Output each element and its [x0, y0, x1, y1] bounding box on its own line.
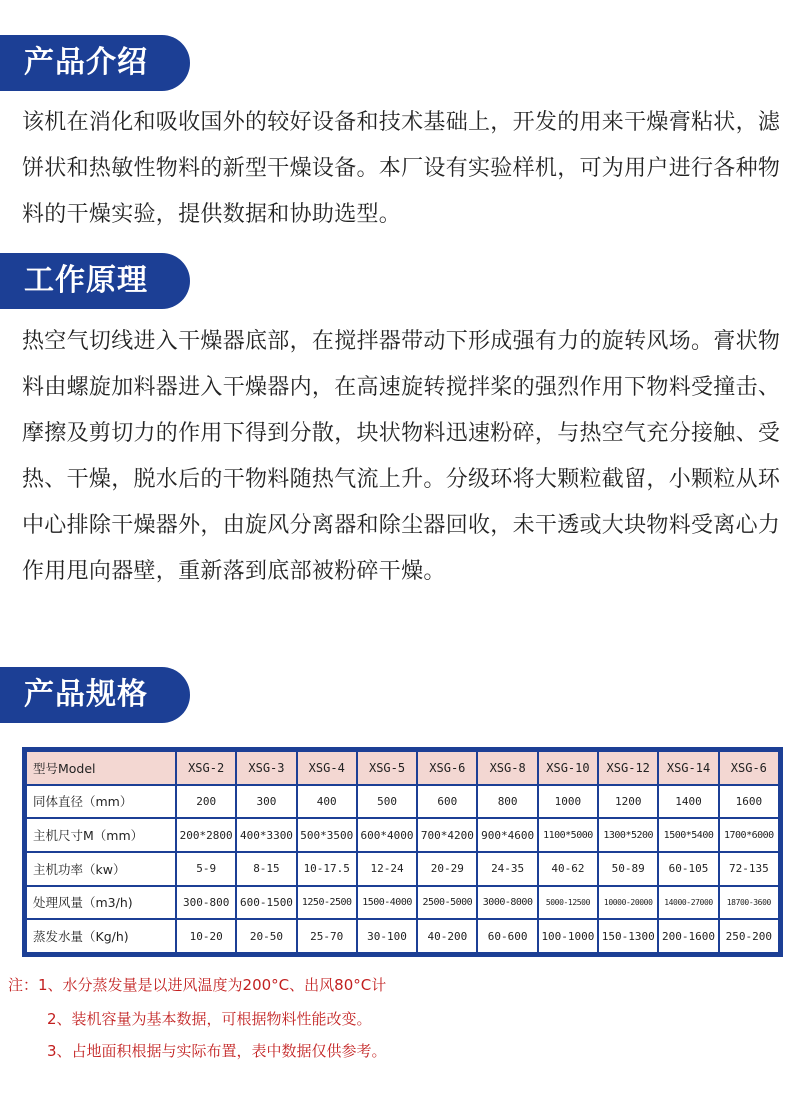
table-cell: 20-50 — [237, 920, 295, 952]
table-cell: 700*4200 — [418, 819, 476, 851]
table-row — [27, 920, 778, 952]
table-cell: 100-1000 — [539, 920, 597, 952]
table-cell: 400 — [298, 786, 356, 818]
table-cell: 60-105 — [659, 853, 717, 885]
table-row — [27, 786, 778, 818]
table-cell: 40-62 — [539, 853, 597, 885]
table-cell: 25-70 — [298, 920, 356, 952]
note-2: 2、装机容量为基本数据，可根据物料性能改变。 — [47, 1010, 372, 1028]
table-cell: 14000-27000 — [659, 887, 717, 919]
table-cell: 1200 — [599, 786, 657, 818]
table-cell: 1500-4000 — [358, 887, 416, 919]
table-cell: 5000-12500 — [539, 887, 597, 919]
table-cell: 800 — [478, 786, 536, 818]
table-cell: 1250-2500 — [298, 887, 356, 919]
table-cell: 200*2800 — [177, 819, 235, 851]
table-cell: 18700-3600 — [720, 887, 778, 919]
table-cell: 1600 — [720, 786, 778, 818]
table-cell: 1500*5400 — [659, 819, 717, 851]
table-cell: 12-24 — [358, 853, 416, 885]
table-cell: 600*4000 — [358, 819, 416, 851]
row-label-cell: 蒸发水量（Kg/h) — [27, 920, 175, 952]
table-cell: 24-35 — [478, 853, 536, 885]
note-1: 注：1、水分蒸发量是以进风温度为200°C、出风80°C计 — [8, 976, 387, 994]
table-cell: 500*3500 — [298, 819, 356, 851]
table-cell: 10-20 — [177, 920, 235, 952]
intro-paragraph: 该机在消化和吸收国外的较好设备和技术基础上，开发的用来干燥膏粘状，滤饼状和热敏性物料的新型干燥设备。本厂设有实验样机，可为用户进行各种物料的干燥实验，提供数据和协助选型。 — [22, 110, 781, 227]
section-title-intro: 产品介绍 — [0, 35, 190, 91]
table-cell: 250-200 — [720, 920, 778, 952]
header-cell: XSG-2 — [177, 752, 235, 784]
header-cell: XSG-6 — [418, 752, 476, 784]
table-cell: 600-1500 — [237, 887, 295, 919]
header-cell: XSG-3 — [237, 752, 295, 784]
table-cell: 200 — [177, 786, 235, 818]
table-cell: 2500-5000 — [418, 887, 476, 919]
table-cell: 600 — [418, 786, 476, 818]
table-cell: 1700*6000 — [720, 819, 778, 851]
table-row — [27, 887, 778, 919]
header-cell: XSG-6 — [720, 752, 778, 784]
table-cell: 1300*5200 — [599, 819, 657, 851]
table-cell: 150-1300 — [599, 920, 657, 952]
table-row — [27, 819, 778, 851]
header-cell: XSG-4 — [298, 752, 356, 784]
table-cell: 500 — [358, 786, 416, 818]
table-cell: 5-9 — [177, 853, 235, 885]
table-cell: 900*4600 — [478, 819, 536, 851]
header-cell-model: 型号Model — [27, 752, 175, 784]
table-cell: 8-15 — [237, 853, 295, 885]
row-label-cell: 主机功率（kw） — [27, 853, 175, 885]
table-header-row — [27, 752, 778, 784]
table-cell: 10-17.5 — [298, 853, 356, 885]
table-cell: 1100*5000 — [539, 819, 597, 851]
section-title-principle: 工作原理 — [0, 253, 190, 309]
header-cell: XSG-14 — [659, 752, 717, 784]
header-cell: XSG-10 — [539, 752, 597, 784]
table-cell: 10000-20000 — [599, 887, 657, 919]
table-cell: 20-29 — [418, 853, 476, 885]
header-cell: XSG-8 — [478, 752, 536, 784]
table-cell: 40-200 — [418, 920, 476, 952]
row-label-cell: 同体直径（mm） — [27, 786, 175, 818]
table-cell: 300 — [237, 786, 295, 818]
table-cell: 30-100 — [358, 920, 416, 952]
principle-paragraph: 热空气切线进入干燥器底部，在搅拌器带动下形成强有力的旋转风场。膏状物料由螺旋加料器进入干燥器内，在高速旋转搅拌桨的强烈作用下物料受撞击、摩擦及剪切力的作用下得到分散，块状物料迅速粉碎，与热空气充分接触、受热、干燥，脱水后的干物料随热气流上升。分级环将大颗粒截留，小颗粒从环中心排除干燥器外，由旋风分离器和除尘器回收，未干透或大块物料受离心力作用甩向器壁，重新落到底部被粉碎干燥。 — [22, 329, 781, 584]
table-cell: 200-1600 — [659, 920, 717, 952]
header-cell: XSG-5 — [358, 752, 416, 784]
table-cell: 50-89 — [599, 853, 657, 885]
row-label-cell: 处理风量（m3/h) — [27, 887, 175, 919]
table-cell: 400*3300 — [237, 819, 295, 851]
section-title-spec: 产品规格 — [0, 667, 190, 723]
table-cell: 3000-8000 — [478, 887, 536, 919]
row-label-cell: 主机尺寸M（mm） — [27, 819, 175, 851]
table-cell: 60-600 — [478, 920, 536, 952]
spec-table — [22, 747, 783, 957]
table-cell: 1400 — [659, 786, 717, 818]
note-3: 3、占地面积根据与实际布置，表中数据仅供参考。 — [47, 1042, 387, 1060]
table-cell: 1000 — [539, 786, 597, 818]
table-row — [27, 853, 778, 885]
table-cell: 72-135 — [720, 853, 778, 885]
table-cell: 300-800 — [177, 887, 235, 919]
header-cell: XSG-12 — [599, 752, 657, 784]
